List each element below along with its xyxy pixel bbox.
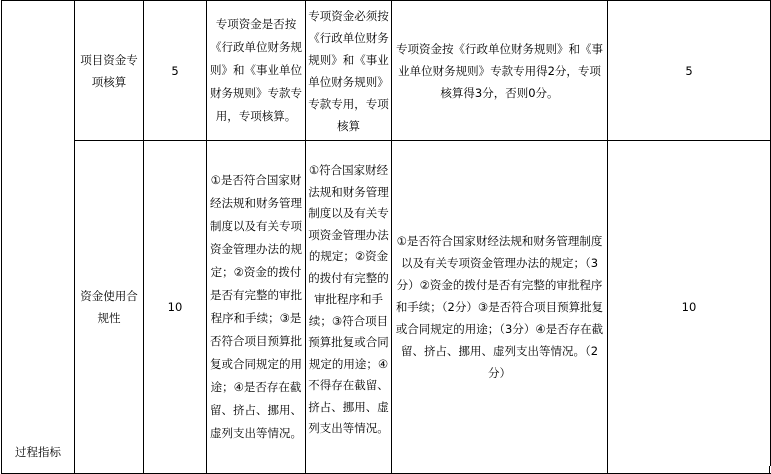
item-name-cell: 资金使用合规性 xyxy=(75,141,144,474)
score-cell: 10 xyxy=(608,141,771,474)
table-row xyxy=(2,141,771,474)
table-continuation-edge xyxy=(0,466,771,473)
scoring-rule-cell: ①是否符合国家财经法规和财务管理制度以及有关专项资金管理办法的规定；（3分）②资金的拨付是否有完整的审批程序和手续；（2分）③是否符合项目预算批复或合同规定的用途；（3分）④是否存在截留、挤占、挪用、虚列支出等情况。（2分） xyxy=(392,141,608,474)
standard-cell: ①符合国家财经法规和财务管理制度以及有关专项资金管理办法的规定；②资金的拨付有完整的审批程序和手续；③符合项目预算批复或合同规定的用途；④不得存在截留、挤占、挪用、虚列支出等情况。 xyxy=(306,141,392,474)
score-cell: 5 xyxy=(608,1,771,141)
weight-cell: 10 xyxy=(144,141,207,474)
requirement-cell: ①是否符合国家财经法规和财务管理制度以及有关专项资金管理办法的规定；②资金的拨付是否有完整的审批程序和手续；③是否符合项目预算批复或合同规定的用途；④是否存在截留、挤占、挪用、虚列支出等情况。 xyxy=(207,141,306,474)
weight-cell: 5 xyxy=(144,1,207,141)
standard-cell: 专项资金必须按《行政单位财务规则》和《事业单位财务规则》专款专用，专项核算 xyxy=(306,1,392,141)
table-row xyxy=(2,1,771,141)
requirement-cell: 专项资金是否按《行政单位财务规则》和《事业单位财务规则》专款专用，专项核算。 xyxy=(207,1,306,141)
item-name-cell: 项目资金专项核算 xyxy=(75,1,144,141)
scoring-rule-cell: 专项资金按《行政单位财务规则》和《事业单位财务规则》专款专用得2分，专项核算得3分，否则0分。 xyxy=(392,1,608,141)
evaluation-indicator-table xyxy=(1,0,771,474)
category-cell: 过程指标 xyxy=(2,1,75,474)
